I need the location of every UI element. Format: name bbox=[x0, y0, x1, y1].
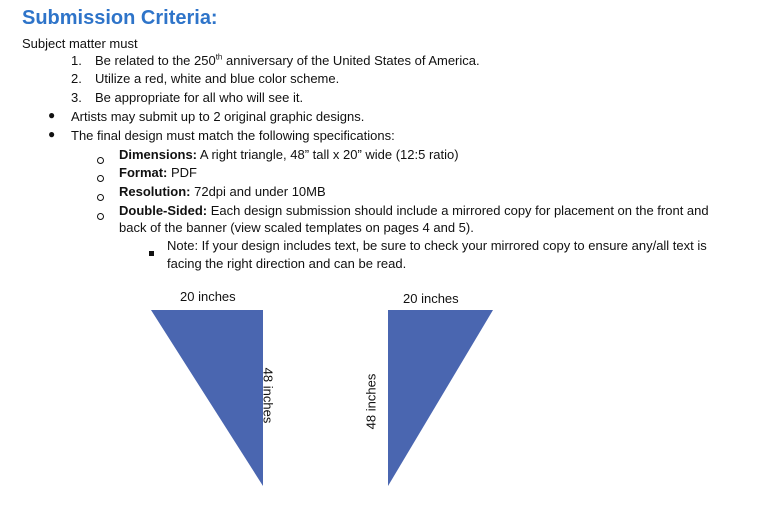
spec-double-sided-continued: back of the banner (view scaled templates on pages 4 and 5). bbox=[119, 220, 474, 235]
bullet-icon: ● bbox=[48, 127, 56, 141]
intro-text: Subject matter must bbox=[22, 36, 138, 51]
bullet-item-specifications: The final design must match the following specifications: bbox=[71, 128, 395, 143]
right-triangle bbox=[388, 310, 493, 486]
spec-format: Format: PDF bbox=[119, 165, 198, 180]
spec-resolution: Resolution: 72dpi and under 10MB bbox=[119, 184, 326, 199]
note-line-1: Note: If your design includes text, be sure to check your mirrored copy to ensure any/all text is bbox=[167, 238, 707, 253]
list-number: 1. bbox=[71, 53, 82, 68]
left-triangle bbox=[151, 310, 263, 486]
left-width-label: 20 inches bbox=[180, 289, 236, 304]
criteria-item-2: Utilize a red, white and blue color scheme. bbox=[95, 71, 340, 86]
section-title: Submission Criteria: bbox=[22, 7, 218, 29]
spec-dimensions: Dimensions: A right triangle, 48” tall x 20” wide (12:5 ratio) bbox=[119, 147, 459, 162]
right-width-label: 20 inches bbox=[403, 291, 459, 306]
list-number: 2. bbox=[71, 71, 82, 86]
list-number: 3. bbox=[71, 90, 82, 105]
right-height-label: 48 inches bbox=[363, 373, 379, 430]
left-height-label: 48 inches bbox=[260, 367, 276, 424]
bullet-item-submissions: Artists may submit up to 2 original graphic designs. bbox=[71, 109, 365, 124]
note-line-2: facing the right direction and can be read. bbox=[167, 256, 407, 271]
criteria-item-3: Be appropriate for all who will see it. bbox=[95, 90, 304, 105]
bullet-icon: ● bbox=[48, 108, 56, 122]
spec-double-sided: Double-Sided: Each design submission should include a mirrored copy for placement on the front and bbox=[119, 203, 709, 218]
criteria-item-1: Be related to the 250th anniversary of the United States of America. bbox=[95, 52, 480, 68]
